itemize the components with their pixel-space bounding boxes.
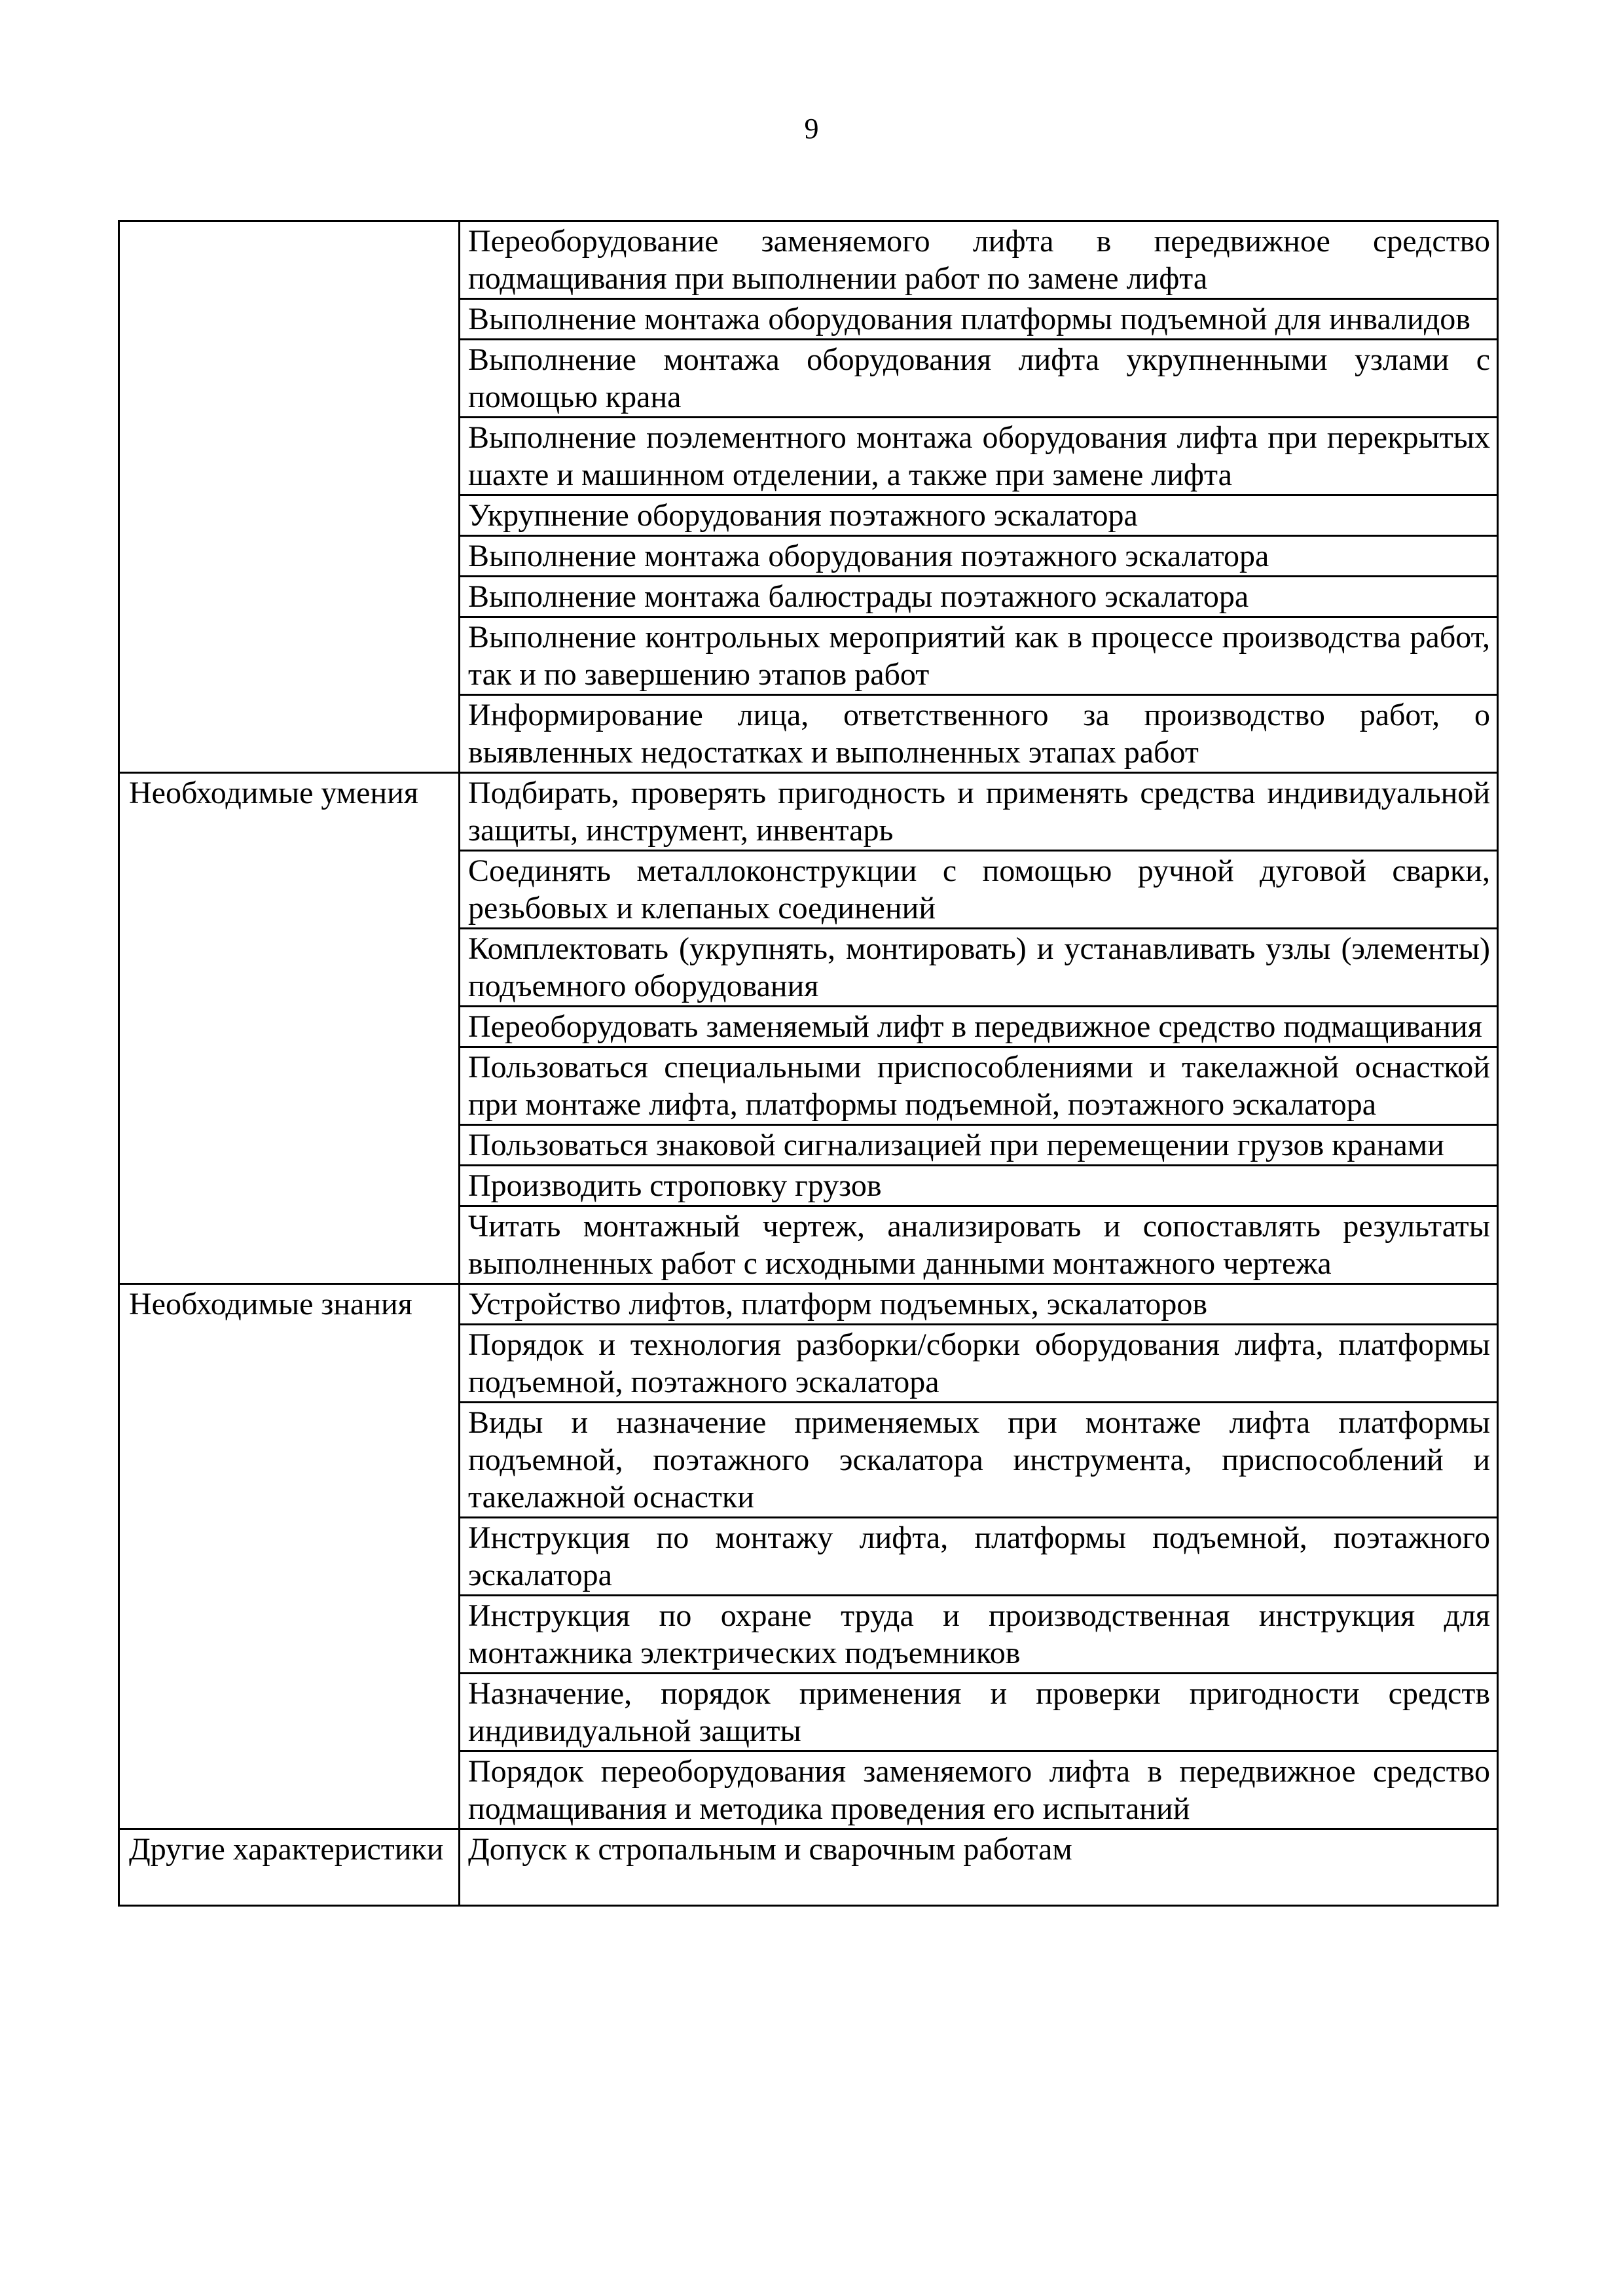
table-cell: Выполнение поэлементного монтажа оборудования лифта при перекрытых шахте и машинном отделении, а также при замене лифта [460,418,1498,495]
table-row [119,773,1498,851]
table-cell: Устройство лифтов, платформ подъемных, эскалаторов [460,1284,1498,1325]
table-cell: Пользоваться знаковой сигнализацией при перемещении грузов кранами [460,1125,1498,1166]
table-cell: Пользоваться специальными приспособлениями и такелажной оснасткой при монтаже лифта, платформы подъемной, поэтажного эскалатора [460,1047,1498,1125]
page-number: 9 [804,113,819,145]
table-cell: Порядок и технология разборки/сборки оборудования лифта, платформы подъемной, поэтажного эскалатора [460,1325,1498,1403]
row-label-knowledge: Необходимые знания [119,1284,460,1829]
table-cell: Виды и назначение применяемых при монтаже лифта платформы подъемной, поэтажного эскалатора инструмента, приспособлений и такелажной оснастки [460,1403,1498,1518]
table-cell: Комплектовать (укрупнять, монтировать) и устанавливать узлы (элементы) подъемного оборудования [460,929,1498,1007]
table-cell: Укрупнение оборудования поэтажного эскалатора [460,495,1498,536]
table-cell: Читать монтажный чертеж, анализировать и сопоставлять результаты выполненных работ с исходными данными монтажного чертежа [460,1206,1498,1284]
table-cell: Назначение, порядок применения и проверки пригодности средств индивидуальной защиты [460,1674,1498,1751]
table-cell: Соединять металлоконструкции с помощью ручной дуговой сварки, резьбовых и клепаных соединений [460,851,1498,929]
table-cell: Выполнение монтажа оборудования лифта укрупненными узлами с помощью крана [460,340,1498,418]
table-cell: Выполнение монтажа оборудования поэтажного эскалатора [460,536,1498,577]
table-cell: Инструкция по монтажу лифта, платформы подъемной, поэтажного эскалатора [460,1518,1498,1596]
table-cell: Инструкция по охране труда и производственная инструкция для монтажника электрических подъемников [460,1596,1498,1674]
table-cell: Производить строповку грузов [460,1166,1498,1206]
row-label-skills: Необходимые умения [119,773,460,1284]
table-cell: Подбирать, проверять пригодность и применять средства индивидуальной защиты, инструмент, инвентарь [460,773,1498,851]
row-label-empty [119,221,460,773]
table-cell: Порядок переоборудования заменяемого лифта в передвижное средство подмащивания и методика проведения его испытаний [460,1751,1498,1829]
table-cell: Переоборудовать заменяемый лифт в передвижное средство подмащивания [460,1007,1498,1047]
table-cell: Выполнение контрольных мероприятий как в процессе производства работ, так и по завершению этапов работ [460,617,1498,695]
requirements-table [118,220,1499,1907]
table-row [119,1284,1498,1325]
table-cell: Выполнение монтажа оборудования платформы подъемной для инвалидов [460,299,1498,340]
table-cell: Переоборудование заменяемого лифта в передвижное средство подмащивания при выполнении работ по замене лифта [460,221,1498,299]
row-label-other: Другие характеристики [119,1829,460,1906]
table-cell: Информирование лица, ответственного за производство работ, о выявленных недостатках и выполненных этапах работ [460,695,1498,773]
table-cell: Допуск к стропальным и сварочным работам [460,1829,1498,1906]
table-row [119,1829,1498,1906]
table-cell: Выполнение монтажа балюстрады поэтажного эскалатора [460,577,1498,617]
table-row [119,221,1498,299]
